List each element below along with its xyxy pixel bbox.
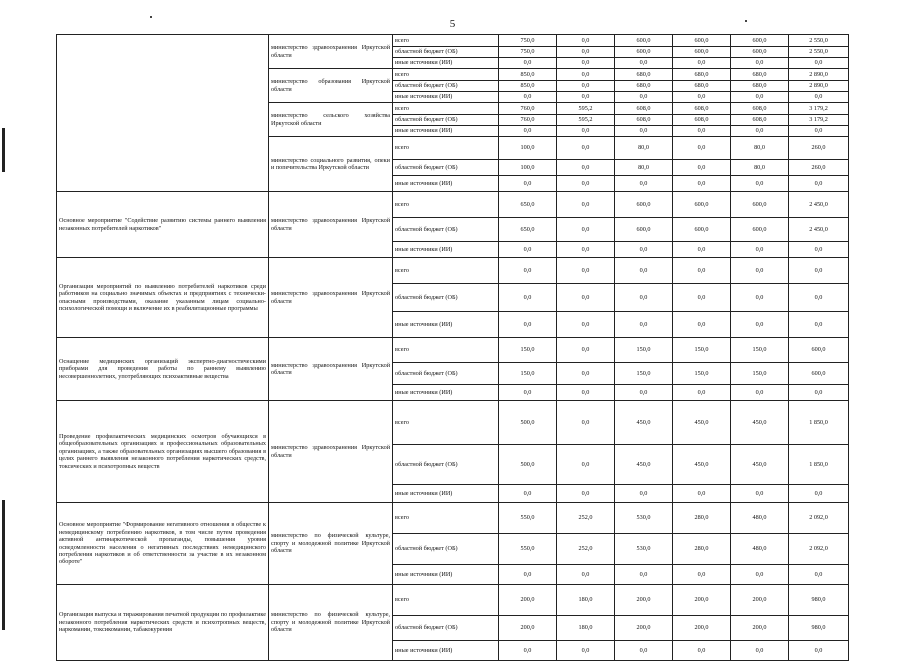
value-cell: 600,0 [615, 35, 673, 47]
value-cell: 0,0 [557, 160, 615, 176]
value-cell: 0,0 [615, 258, 673, 284]
funding-source-cell: иные источники (ИИ) [393, 565, 499, 585]
value-cell: 550,0 [499, 534, 557, 565]
value-cell: 600,0 [673, 192, 731, 218]
value-cell: 0,0 [557, 81, 615, 92]
value-cell: 0,0 [499, 641, 557, 661]
value-cell: 608,0 [731, 115, 789, 126]
funding-source-cell: иные источники (ИИ) [393, 312, 499, 338]
value-cell: 0,0 [673, 176, 731, 192]
value-cell: 0,0 [673, 284, 731, 312]
value-cell: 200,0 [499, 585, 557, 616]
funding-source-cell: всего [393, 192, 499, 218]
value-cell: 0,0 [557, 126, 615, 137]
total-value-cell: 0,0 [789, 485, 849, 503]
value-cell: 0,0 [673, 565, 731, 585]
value-cell: 680,0 [615, 69, 673, 81]
total-value-cell: 600,0 [789, 363, 849, 385]
funding-source-cell: иные источники (ИИ) [393, 641, 499, 661]
value-cell: 0,0 [557, 192, 615, 218]
value-cell: 0,0 [615, 284, 673, 312]
value-cell: 0,0 [499, 58, 557, 69]
value-cell: 280,0 [673, 503, 731, 534]
total-value-cell: 0,0 [789, 565, 849, 585]
value-cell: 0,0 [673, 58, 731, 69]
funding-source-cell: всего [393, 401, 499, 445]
total-value-cell: 3 179,2 [789, 115, 849, 126]
value-cell: 80,0 [731, 137, 789, 160]
value-cell: 180,0 [557, 616, 615, 641]
funding-source-cell: всего [393, 338, 499, 363]
value-cell: 0,0 [731, 242, 789, 258]
value-cell: 608,0 [673, 103, 731, 115]
value-cell: 600,0 [673, 47, 731, 58]
value-cell: 450,0 [615, 445, 673, 485]
value-cell: 0,0 [615, 485, 673, 503]
value-cell: 200,0 [615, 616, 673, 641]
value-cell: 450,0 [615, 401, 673, 445]
value-cell: 0,0 [499, 242, 557, 258]
value-cell: 0,0 [673, 92, 731, 103]
value-cell: 200,0 [673, 585, 731, 616]
value-cell: 0,0 [557, 485, 615, 503]
value-cell: 0,0 [499, 92, 557, 103]
value-cell: 600,0 [673, 218, 731, 242]
value-cell: 0,0 [499, 284, 557, 312]
value-cell: 0,0 [499, 126, 557, 137]
value-cell: 100,0 [499, 160, 557, 176]
value-cell: 150,0 [615, 338, 673, 363]
value-cell: 530,0 [615, 503, 673, 534]
value-cell: 0,0 [731, 176, 789, 192]
value-cell: 450,0 [673, 445, 731, 485]
value-cell: 150,0 [499, 363, 557, 385]
value-cell: 600,0 [731, 35, 789, 47]
value-cell: 0,0 [731, 641, 789, 661]
value-cell: 450,0 [673, 401, 731, 445]
value-cell: 595,2 [557, 103, 615, 115]
value-cell: 0,0 [557, 137, 615, 160]
table-row [57, 338, 849, 363]
value-cell: 608,0 [615, 115, 673, 126]
value-cell: 0,0 [673, 137, 731, 160]
value-cell: 200,0 [731, 585, 789, 616]
total-value-cell: 2 890,0 [789, 81, 849, 92]
value-cell: 0,0 [557, 242, 615, 258]
scan-speck [150, 16, 152, 18]
total-value-cell: 0,0 [789, 258, 849, 284]
value-cell: 0,0 [615, 126, 673, 137]
activity-cell: Оснащение медицинских организаций экспертно-диагностическими приборами для проведения работы по раннему выявлению несовершеннолетних, употребляющих психоактивные вещества [57, 338, 269, 401]
value-cell: 0,0 [731, 284, 789, 312]
value-cell: 0,0 [557, 218, 615, 242]
total-value-cell: 1 850,0 [789, 401, 849, 445]
value-cell: 450,0 [731, 401, 789, 445]
total-value-cell: 0,0 [789, 58, 849, 69]
executor-cell: министерство по физической культуре, спорту и молодежной политике Иркутской области [269, 585, 393, 661]
value-cell: 500,0 [499, 445, 557, 485]
value-cell: 0,0 [731, 58, 789, 69]
value-cell: 680,0 [731, 69, 789, 81]
value-cell: 500,0 [499, 401, 557, 445]
value-cell: 530,0 [615, 534, 673, 565]
value-cell: 0,0 [557, 47, 615, 58]
value-cell: 0,0 [673, 485, 731, 503]
total-value-cell: 980,0 [789, 616, 849, 641]
total-value-cell: 600,0 [789, 338, 849, 363]
executor-cell: министерство образования Иркутской области [269, 69, 393, 103]
activity-cell: Основное мероприятие "Формирование негативного отношения в обществе к немедицинскому потреблению наркотиков, в том числе путем проведения активной антинаркотической пропаганды, повышения уровня осведомленности населения о негативных последствиях немедицинского потребления наркотиков и об ответственности за участие в их незаконном обороте" [57, 503, 269, 585]
scan-edge-mark [2, 500, 5, 630]
funding-source-cell: всего [393, 503, 499, 534]
value-cell: 600,0 [615, 192, 673, 218]
value-cell: 0,0 [731, 565, 789, 585]
funding-source-cell: областной бюджет (ОБ) [393, 534, 499, 565]
value-cell: 200,0 [673, 616, 731, 641]
executor-cell: министерство здравоохранения Иркутской области [269, 258, 393, 338]
value-cell: 680,0 [673, 81, 731, 92]
value-cell: 0,0 [557, 445, 615, 485]
value-cell: 0,0 [673, 258, 731, 284]
funding-source-cell: областной бюджет (ОБ) [393, 363, 499, 385]
total-value-cell: 0,0 [789, 92, 849, 103]
activity-cell: Организация мероприятий по выявлению потребителей наркотиков среди работников на социально значимых объектах и предприятиях с технически-опасными производствами, оказание указанным лицам социально-психологической помощи и включение их в реабилитационные программы [57, 258, 269, 338]
value-cell: 600,0 [615, 218, 673, 242]
executor-cell: министерство по физической культуре, спорту и молодежной политике Иркутской области [269, 503, 393, 585]
value-cell: 0,0 [673, 160, 731, 176]
activity-cell: Проведение профилактических медицинских осмотров обучающихся в общеобразовательных организациях и профессиональных образовательных организациях, а также образовательных организациях высшего образования в целях раннего выявления незаконного потребления наркотических средств, токсических и психотропных веществ [57, 401, 269, 503]
value-cell: 680,0 [615, 81, 673, 92]
value-cell: 80,0 [731, 160, 789, 176]
value-cell: 0,0 [499, 385, 557, 401]
executor-cell: министерство здравоохранения Иркутской области [269, 35, 393, 69]
value-cell: 80,0 [615, 137, 673, 160]
value-cell: 680,0 [731, 81, 789, 92]
funding-source-cell: иные источники (ИИ) [393, 126, 499, 137]
table-row [57, 258, 849, 284]
total-value-cell: 0,0 [789, 176, 849, 192]
value-cell: 595,2 [557, 115, 615, 126]
funding-source-cell: областной бюджет (ОБ) [393, 81, 499, 92]
value-cell: 150,0 [615, 363, 673, 385]
executor-cell: министерство социального развития, опеки и попечительства Иркутской области [269, 137, 393, 192]
value-cell: 450,0 [731, 445, 789, 485]
total-value-cell: 260,0 [789, 137, 849, 160]
value-cell: 0,0 [557, 338, 615, 363]
total-value-cell: 2 550,0 [789, 35, 849, 47]
value-cell: 0,0 [731, 258, 789, 284]
activity-cell: Организация выпуска и тиражирования печатной продукции по профилактике незаконного потребления наркотических средств и психотропных веществ, наркомании, токсикомании, табакокурения [57, 585, 269, 661]
value-cell: 0,0 [557, 385, 615, 401]
funding-source-cell: иные источники (ИИ) [393, 385, 499, 401]
value-cell: 0,0 [673, 312, 731, 338]
value-cell: 150,0 [673, 338, 731, 363]
total-value-cell: 0,0 [789, 126, 849, 137]
value-cell: 760,0 [499, 115, 557, 126]
total-value-cell: 0,0 [789, 284, 849, 312]
funding-source-cell: областной бюджет (ОБ) [393, 616, 499, 641]
value-cell: 750,0 [499, 47, 557, 58]
value-cell: 0,0 [615, 312, 673, 338]
funding-table [56, 34, 849, 661]
value-cell: 0,0 [557, 565, 615, 585]
funding-source-cell: всего [393, 258, 499, 284]
scan-speck [745, 20, 747, 22]
value-cell: 600,0 [615, 47, 673, 58]
value-cell: 0,0 [731, 312, 789, 338]
value-cell: 0,0 [615, 242, 673, 258]
value-cell: 0,0 [557, 363, 615, 385]
value-cell: 0,0 [499, 485, 557, 503]
value-cell: 0,0 [557, 641, 615, 661]
value-cell: 600,0 [731, 218, 789, 242]
value-cell: 608,0 [615, 103, 673, 115]
value-cell: 0,0 [557, 69, 615, 81]
table-row [57, 35, 849, 47]
value-cell: 150,0 [731, 338, 789, 363]
value-cell: 0,0 [557, 401, 615, 445]
value-cell: 0,0 [557, 284, 615, 312]
value-cell: 0,0 [731, 485, 789, 503]
value-cell: 608,0 [673, 115, 731, 126]
value-cell: 150,0 [499, 338, 557, 363]
total-value-cell: 260,0 [789, 160, 849, 176]
value-cell: 0,0 [499, 565, 557, 585]
value-cell: 0,0 [615, 58, 673, 69]
executor-cell: министерство здравоохранения Иркутской области [269, 338, 393, 401]
value-cell: 650,0 [499, 218, 557, 242]
value-cell: 600,0 [673, 35, 731, 47]
value-cell: 180,0 [557, 585, 615, 616]
value-cell: 200,0 [499, 616, 557, 641]
value-cell: 150,0 [731, 363, 789, 385]
total-value-cell: 3 179,2 [789, 103, 849, 115]
value-cell: 150,0 [673, 363, 731, 385]
total-value-cell: 0,0 [789, 641, 849, 661]
total-value-cell: 2 450,0 [789, 218, 849, 242]
value-cell: 252,0 [557, 534, 615, 565]
activity-cell [57, 35, 269, 192]
total-value-cell: 2 092,0 [789, 503, 849, 534]
funding-source-cell: всего [393, 103, 499, 115]
funding-source-cell: иные источники (ИИ) [393, 58, 499, 69]
funding-source-cell: областной бюджет (ОБ) [393, 160, 499, 176]
executor-cell: министерство сельского хозяйства Иркутской области [269, 103, 393, 137]
value-cell: 608,0 [731, 103, 789, 115]
value-cell: 280,0 [673, 534, 731, 565]
funding-source-cell: иные источники (ИИ) [393, 242, 499, 258]
total-value-cell: 0,0 [789, 312, 849, 338]
funding-source-cell: иные источники (ИИ) [393, 485, 499, 503]
executor-cell: министерство здравоохранения Иркутской области [269, 401, 393, 503]
value-cell: 850,0 [499, 81, 557, 92]
value-cell: 0,0 [615, 176, 673, 192]
value-cell: 200,0 [615, 585, 673, 616]
value-cell: 0,0 [615, 92, 673, 103]
value-cell: 480,0 [731, 534, 789, 565]
value-cell: 0,0 [673, 641, 731, 661]
value-cell: 0,0 [499, 312, 557, 338]
value-cell: 0,0 [557, 312, 615, 338]
value-cell: 200,0 [731, 616, 789, 641]
value-cell: 680,0 [673, 69, 731, 81]
value-cell: 0,0 [557, 92, 615, 103]
table-row [57, 401, 849, 445]
value-cell: 0,0 [557, 176, 615, 192]
funding-source-cell: областной бюджет (ОБ) [393, 47, 499, 58]
funding-source-cell: областной бюджет (ОБ) [393, 445, 499, 485]
value-cell: 750,0 [499, 35, 557, 47]
executor-cell: министерство здравоохранения Иркутской области [269, 192, 393, 258]
value-cell: 100,0 [499, 137, 557, 160]
total-value-cell: 2 550,0 [789, 47, 849, 58]
value-cell: 80,0 [615, 160, 673, 176]
value-cell: 600,0 [731, 47, 789, 58]
value-cell: 0,0 [557, 258, 615, 284]
funding-source-cell: областной бюджет (ОБ) [393, 218, 499, 242]
value-cell: 0,0 [673, 385, 731, 401]
funding-source-cell: всего [393, 137, 499, 160]
value-cell: 0,0 [499, 258, 557, 284]
total-value-cell: 2 092,0 [789, 534, 849, 565]
value-cell: 0,0 [615, 641, 673, 661]
value-cell: 480,0 [731, 503, 789, 534]
value-cell: 0,0 [615, 385, 673, 401]
table-row [57, 503, 849, 534]
table-row [57, 585, 849, 616]
value-cell: 0,0 [673, 126, 731, 137]
value-cell: 0,0 [557, 58, 615, 69]
scan-edge-mark [2, 128, 5, 172]
value-cell: 0,0 [731, 126, 789, 137]
funding-source-cell: всего [393, 69, 499, 81]
total-value-cell: 2 890,0 [789, 69, 849, 81]
value-cell: 0,0 [499, 176, 557, 192]
funding-source-cell: областной бюджет (ОБ) [393, 115, 499, 126]
total-value-cell: 1 850,0 [789, 445, 849, 485]
total-value-cell: 0,0 [789, 242, 849, 258]
table-body [57, 35, 849, 661]
value-cell: 0,0 [731, 385, 789, 401]
value-cell: 760,0 [499, 103, 557, 115]
funding-source-cell: всего [393, 585, 499, 616]
value-cell: 550,0 [499, 503, 557, 534]
funding-source-cell: иные источники (ИИ) [393, 92, 499, 103]
funding-source-cell: областной бюджет (ОБ) [393, 284, 499, 312]
value-cell: 0,0 [615, 565, 673, 585]
total-value-cell: 2 450,0 [789, 192, 849, 218]
funding-source-cell: всего [393, 35, 499, 47]
activity-cell: Основное мероприятие "Содействие развитию системы раннего выявления незаконных потребителей наркотиков" [57, 192, 269, 258]
value-cell: 252,0 [557, 503, 615, 534]
page-number: 5 [449, 18, 456, 30]
value-cell: 0,0 [731, 92, 789, 103]
value-cell: 650,0 [499, 192, 557, 218]
table-row [57, 192, 849, 218]
total-value-cell: 0,0 [789, 385, 849, 401]
funding-source-cell: иные источники (ИИ) [393, 176, 499, 192]
value-cell: 0,0 [557, 35, 615, 47]
value-cell: 600,0 [731, 192, 789, 218]
value-cell: 0,0 [673, 242, 731, 258]
total-value-cell: 980,0 [789, 585, 849, 616]
value-cell: 850,0 [499, 69, 557, 81]
